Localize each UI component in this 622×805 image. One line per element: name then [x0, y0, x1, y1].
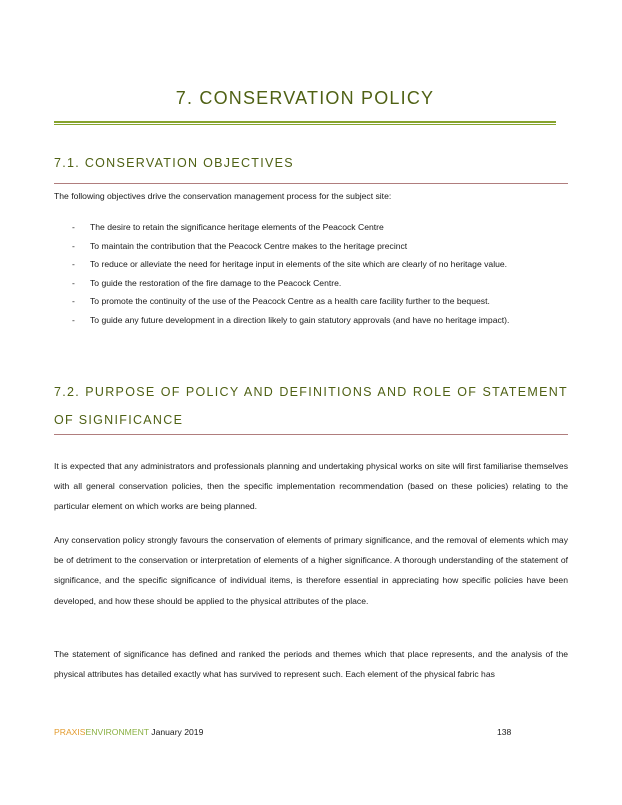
chapter-title-rule-thin — [54, 124, 556, 125]
body-paragraph: Any conservation policy strongly favours the conservation of elements of primary significance, and the removal of elements which may be of detriment to the conservation or interpretation of elements of a higher significance. A thorough understanding of the statement of significance, and the specific significance of individual items, is therefore essential in appreciating how specific policies have been developed, and how these should be applied to the physical attributes of the place. — [54, 535, 568, 606]
objectives-list — [72, 221, 509, 333]
body-paragraph: It is expected that any administrators and professionals planning and undertaking physical works on site will first familiarise themselves with all general conservation policies, then the specific implementation recommendation (based on these policies) relating to the particular element on which works are being planned. — [54, 461, 568, 512]
objective-text: To guide the restoration of the fire damage to the Peacock Centre. — [90, 277, 342, 288]
objectives-intro: The following objectives drive the conservation management process for the subject site: — [54, 191, 392, 201]
objective-text: To reduce or alleviate the need for heritage input in elements of the site which are clearly of no heritage value. — [90, 259, 508, 270]
list-item — [72, 221, 509, 240]
list-item — [72, 277, 509, 296]
footer-date: January 2019 — [148, 727, 204, 737]
bullet-marker: - — [72, 277, 75, 288]
bullet-marker: - — [72, 240, 75, 251]
section-divider — [54, 434, 568, 435]
bullet-marker: - — [72, 222, 75, 232]
objective-text: To maintain the contribution that the Peacock Centre makes to the heritage precinct — [90, 240, 408, 251]
objective-text: The desire to retain the significance heritage elements of the Peacock Centre — [90, 222, 384, 232]
bullet-marker: - — [72, 259, 75, 270]
section-title-conservation-objectives: 7.1. CONSERVATION OBJECTIVES — [54, 156, 294, 170]
bullet-marker: - — [72, 296, 75, 307]
section-title-purpose-of-policy: 7.2. PURPOSE OF POLICY AND DEFINITIONS AND ROLE OF STATEMENT OF SIGNIFICANCE — [54, 385, 568, 427]
brand-praxis: PRAXIS — [54, 727, 86, 737]
page-number: 138 — [497, 727, 512, 737]
list-item — [72, 258, 509, 277]
brand-environment: ENVIRONMENT — [85, 727, 149, 737]
body-paragraph: The statement of significance has defined and ranked the periods and themes which that place represents, and the analysis of the physical attributes has detailed exactly what has survived to represent such. Each element of the physical fabric has — [54, 649, 568, 680]
chapter-title-rule — [54, 121, 556, 123]
list-item — [72, 295, 509, 314]
list-item — [72, 240, 509, 259]
chapter-title: 7. CONSERVATION POLICY — [175, 88, 435, 108]
list-item — [72, 314, 509, 333]
bullet-marker: - — [72, 314, 75, 325]
footer — [54, 727, 203, 737]
objective-text: To promote the continuity of the use of the Peacock Centre as a health care facility further to the bequest. — [90, 296, 490, 307]
objective-text: To guide any future development in a direction likely to gain statutory approvals (and have no heritage impact). — [90, 314, 510, 325]
section-divider — [54, 183, 568, 184]
